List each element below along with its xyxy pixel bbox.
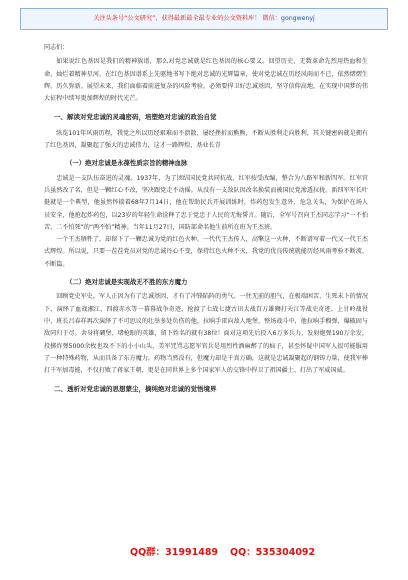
subsection-heading-1: （一）绝对忠诚是永葆性质宗旨的精神血脉: [66, 159, 188, 168]
section-heading-1: 一、解读对党忠诚的灵魂密码，培塑绝对忠诚的政治自觉: [54, 113, 217, 122]
subsection-heading-2: （二）绝对忠诚是实现战无不胜的东方魔力: [66, 278, 188, 287]
subsection-2-paragraph: 回顾党史军史，军人正因为有了忠诚基因，才有了冲锋陷阵的勇气、一往无前的胆气，在极端困苦、生死未卜的情况下，演绎了血战湘江、四渡赤水等一幕幕战争奇迹。抢渡了七战七捷古田大战百万雄狮打天江等战史奇迹。上甘岭战役中，班长吕春祥再次演绎了不可思议的壮举多处负伤的他，拉响手雷向敌人地堡，整场战斗中，他拉响手榴弹，爆破固与敌同归于尽。舍身将碉堡、堵枪眼的英雄，留下姓名的就有38位！面对这项先后投入6万多兵力、发射炮弹190万余发，投掷炸弹5000余枚也攻不下的小小山头，美军咒骂志愿军官兵是用烈性酒麻醉了的疯子，甚至怀疑中国军人很可能服用了一种特殊药物，从而具备了东方魔力。药物当然没有，但魔力却是千真万确，这就是忠诚凝聚起的钢铸力量，使我军棒打千军加毒能，不仅打败了蒋家王朝，更是在同世界上多个国家军人的交锋中捍卫了祖国疆土、打出了军威国威。: [44, 293, 368, 375]
intro-paragraph: 如果说红色基因是我们的精神族谱，那么对党忠诚就是红色基因的核心要义。回望历史，无数革命先烈用热血和生命，灿烂着精神星河，在红色基因谱系上先驱地书写下绝对忠诚的光辉篇章，使对党忠诚在历经风雨而不已，依然熠熠生辉。历久弥新。展望未来，我们面临着前进复杂的风险考验，必须要捍卫好忠诚基因，坚守信仰高地，在实现中国梦的伟大征程中续写更加辉煌的时代光芒。: [44, 58, 368, 103]
document-body: [44, 42, 368, 400]
wechat-id-link[interactable]: gongwenyj: [281, 15, 315, 22]
section-heading-2: 二、透析对党忠诚的思想蒙尘，摘纯绝对忠诚的觉悟境界: [54, 385, 217, 394]
section-1-intro: 纵览101年风雨历程，我党之所以历经艰难而不溃散、屡经挫折而熊熊，不断从胜利走向胜利，其关键密码就是拥有了红色基因，凝聚起了强大的忠诚伟力，这才一路辉煌、基业长青: [44, 129, 368, 150]
promo-banner: [20, 8, 388, 30]
subsection-1-paragraph: 忠诚是一支队伍奋进的灵魂。1937年，为了团结国民党共同抗战，红军按受改编，整合为八路军和新四军。红军官兵虽然改了名，但是一颗红心不改，坚决跟党走不动摇。从没有一支敌队因改名换装而被国民党渗透拉拢。新四军军长叶挺就是一个典型，他虽然怀揣着68年7月14日，他在帮助民兵开展训练时，炸药包发生意外，危急关头，为保护在场人员安全，他抢起炸药包，以23岁的年轻生命诠释了忠于党忠于人民的无悔誓言。随后，全军号召向王杰同志学习“一不怕苦、二不怕死”的“两不怕”精神。当年11月27日，国防部命名他生前所在班为王杰班。: [44, 174, 368, 231]
contact-footer: [0, 540, 408, 562]
qq-group-number: QQ群：31991489: [130, 547, 219, 558]
promo-banner-text: 关注头条号“公文研究”，获得最新最全最专业的公文资料库！ 微信：: [93, 15, 282, 22]
qq-number: QQ：535304092: [230, 547, 316, 558]
subsection-1-paragraph: 一个王杰牺牲了，却留下了一颗忠诚为党的红色火种。一代代王杰传人，高擎这一火种，不断谱写着一代又一代王杰式辉煌。所以说，只要一茬茬党员对党的忠诚丹心不变，保持红色火种不灭，我党的优良传统就能历经风雨考验不断流、不断篇。: [44, 236, 368, 268]
greeting: 同志们：: [44, 44, 69, 51]
